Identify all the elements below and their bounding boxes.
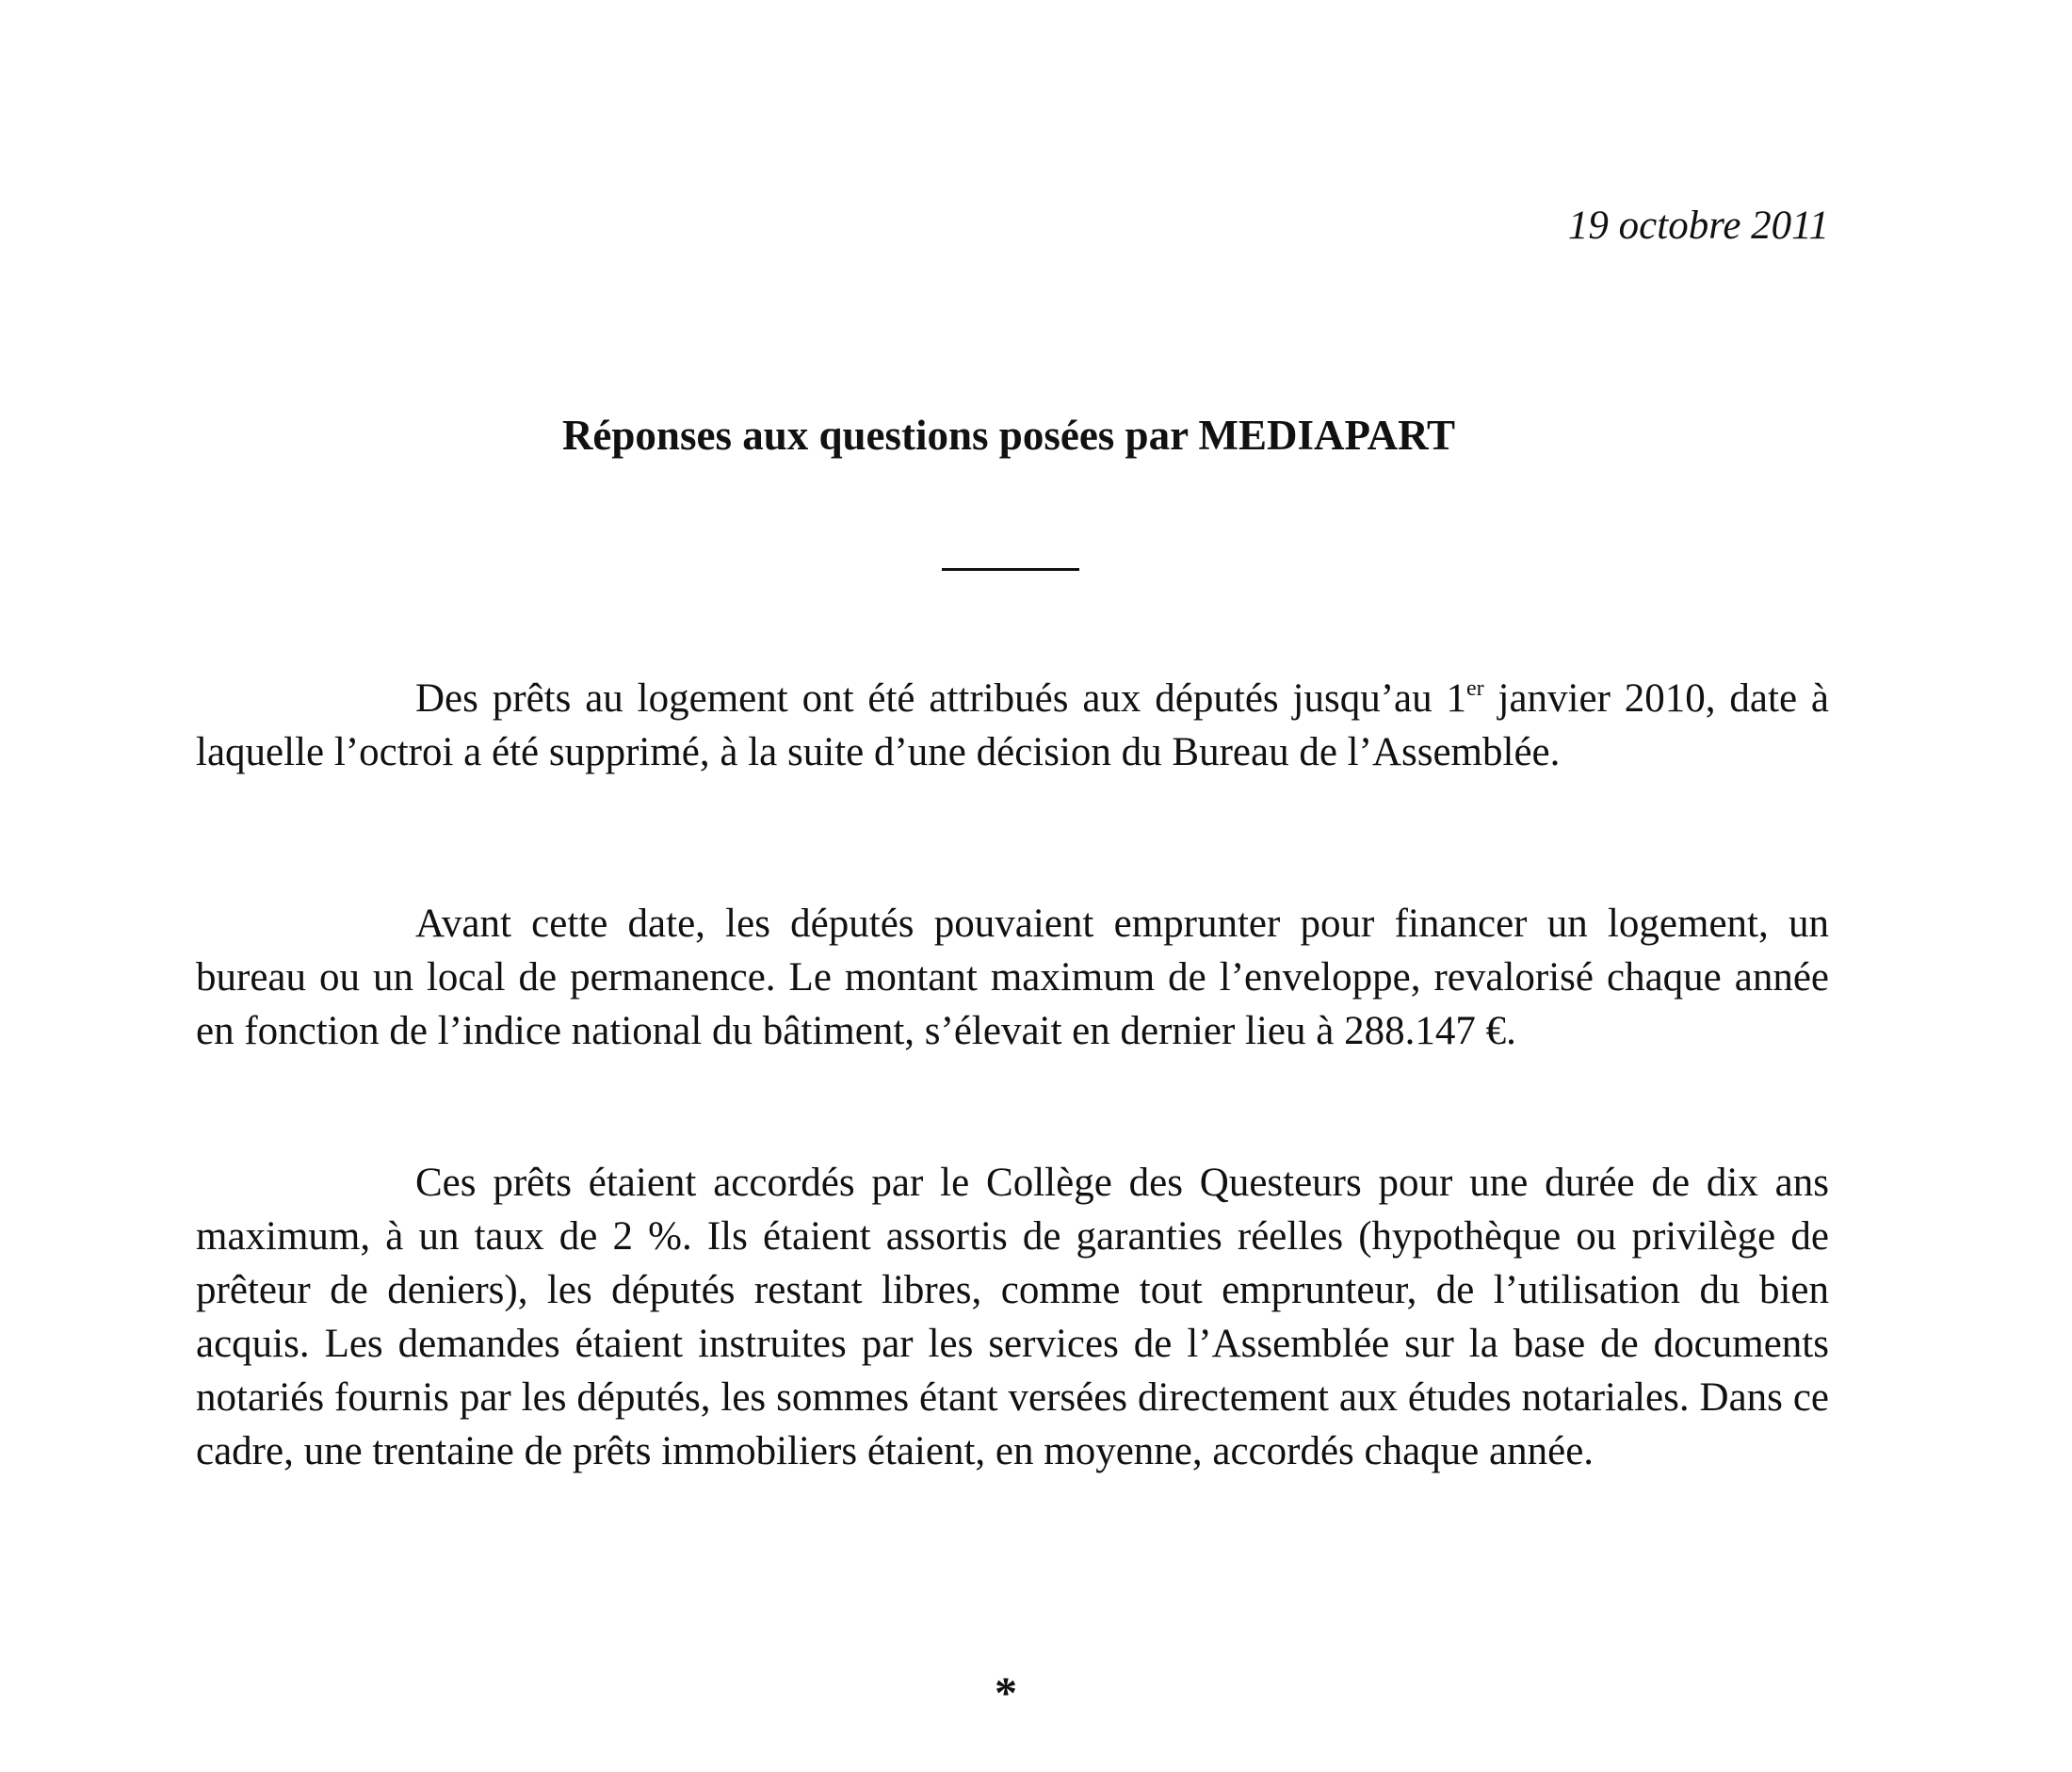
ordinal-superscript: er	[1465, 676, 1484, 701]
title-divider	[942, 568, 1079, 571]
paragraph-3: Ces prêts étaient accordés par le Collège des Questeurs pour une durée de dix ans maximum, à un taux de 2 %. Ils étaient assortis de garanties réelles (hypothèque ou privilège de prêteur de deniers), les députés restant libres, comme tout emprunteur, de l’utilisation du bien acquis. Les demandes étaient instruites par les services de l’Assemblée sur la base de documents notariés fournis par les députés, les sommes étant versées directement aux études notariales. Dans ce cadre, une trentaine de prêts immobiliers étaient, en moyenne, accordés chaque année.	[196, 1161, 1829, 1473]
paragraph-2: Avant cette date, les députés pouvaient emprunter pour financer un logement, un bureau ou un local de permanence. Le montant maximum de l’enveloppe, revalorisé chaque année en fonction de l’indice national du bâtiment, s’élevait en dernier lieu à 288.147 €.	[196, 902, 1829, 1053]
paragraph-1-text-start: Des prêts au logement ont été attribués aux députés jusqu’au 1	[415, 676, 1466, 721]
document-title: Réponses aux questions posées par MEDIAPART	[561, 412, 1456, 459]
paragraph-1-text-end: janvier 2010, date à laquelle l’octroi a été supprimé, à la suite d’une décision du Bureau de l’Assemblée.	[196, 676, 1829, 774]
paragraph-1	[196, 672, 1829, 779]
end-asterisk: *	[995, 1668, 1017, 1718]
document-date: 19 octobre 2011	[1567, 203, 1829, 248]
